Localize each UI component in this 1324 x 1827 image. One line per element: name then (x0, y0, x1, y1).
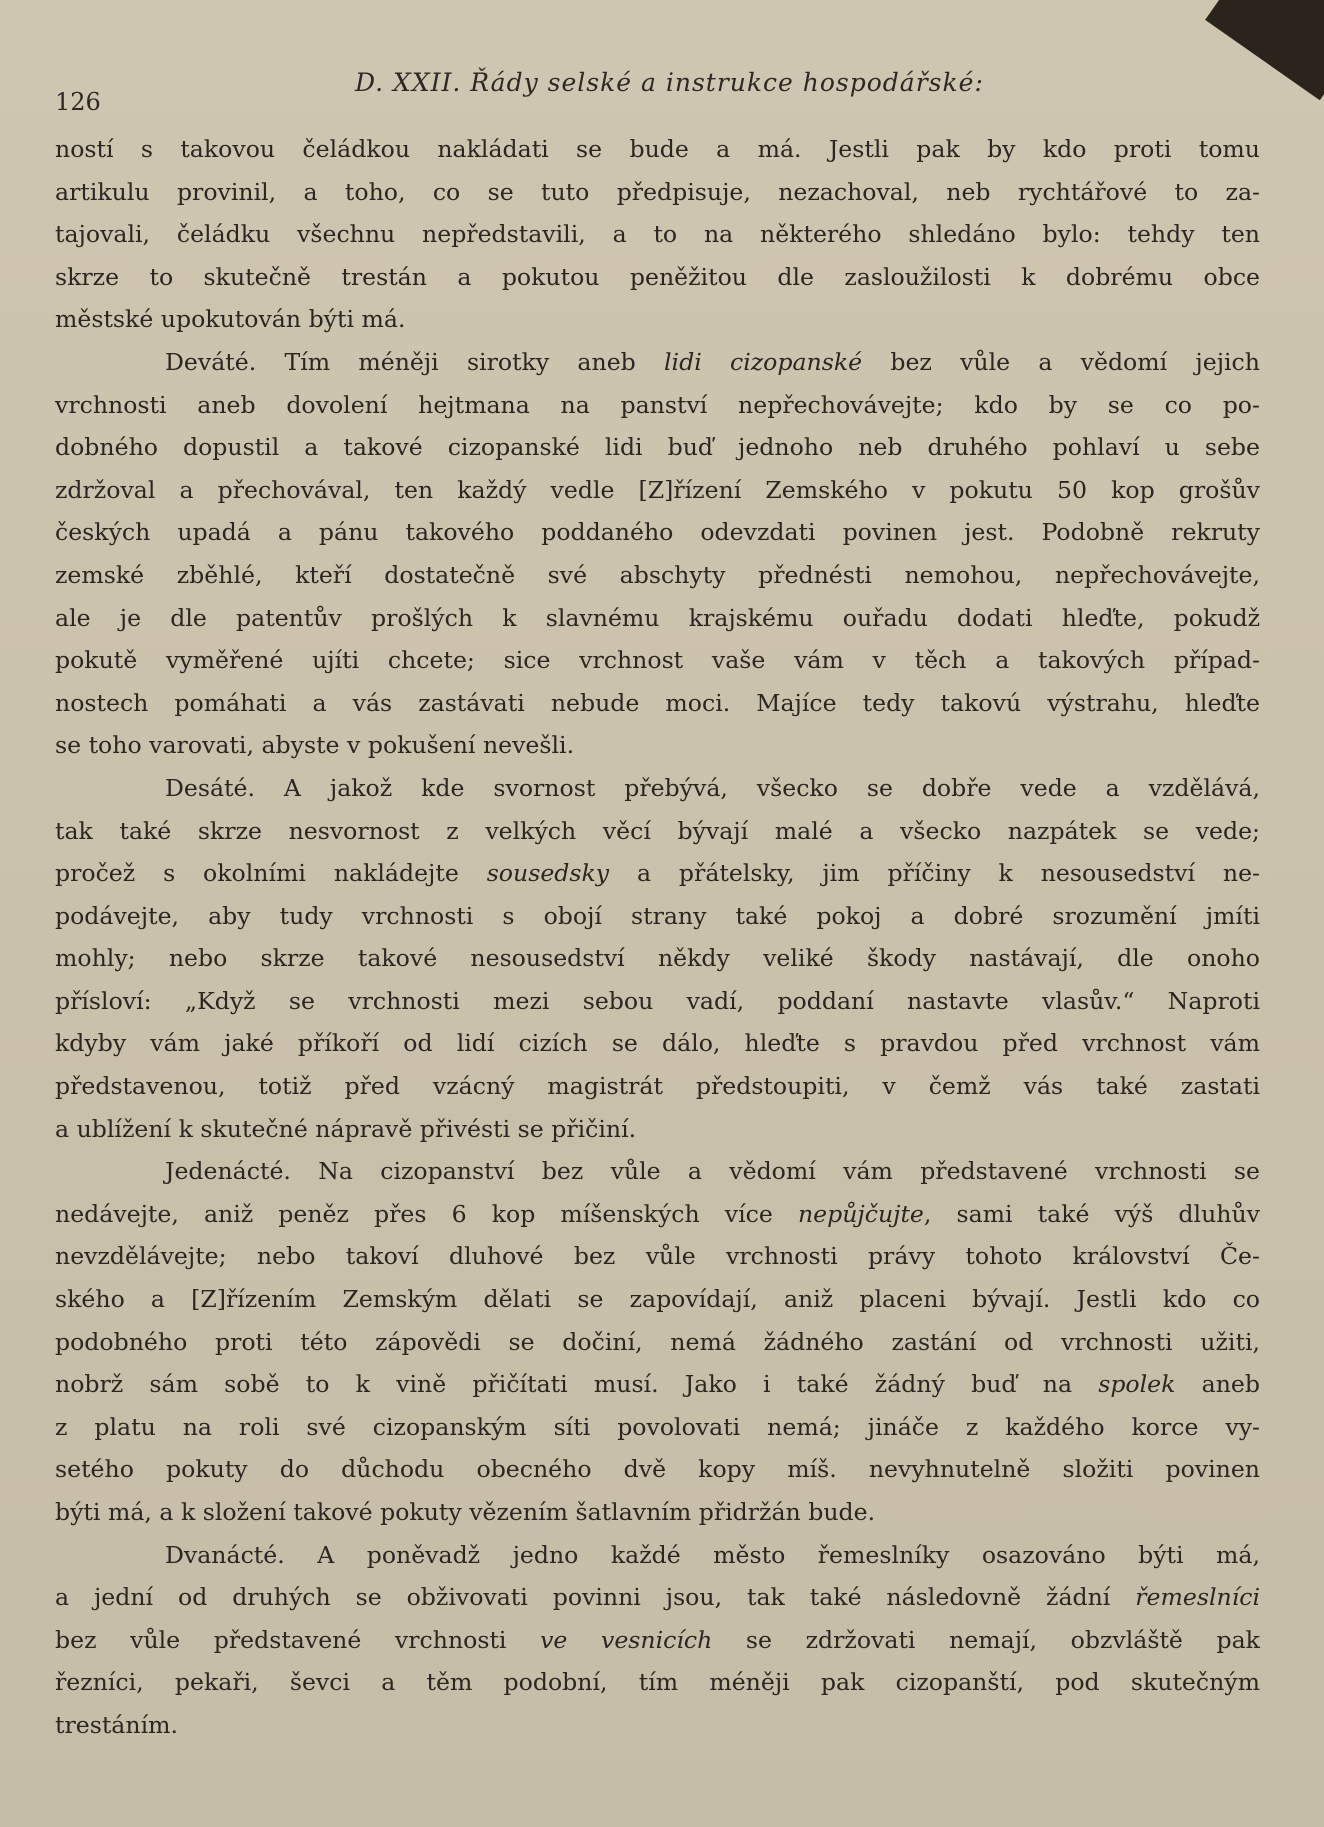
text-segment: kdyby vám jaké příkoří od lidí cizích se dálo, hleďte s pravdou před vrchnost vám (55, 1029, 1260, 1058)
text-segment: trestáním. (55, 1710, 178, 1739)
text-segment: mohly; nebo skrze takové nesousedství někdy veliké škody nastávají, dle onoho (55, 944, 1260, 973)
text-segment: zdržoval a přechovával, ten každý vedle [Z]řízení Zemského v pokutu 50 kop grošův (55, 475, 1260, 504)
text-line (55, 554, 1260, 597)
text-segment: skrze to skutečně trestán a pokutou peněžitou dle zasloužilosti k dobrému obce (55, 262, 1260, 291)
text-line (55, 1448, 1260, 1491)
text-line (55, 1534, 1260, 1577)
text-line (55, 1363, 1260, 1406)
text-line (55, 1321, 1260, 1364)
text-segment: zemské zběhlé, kteří dostatečně své abschyty přednésti nemohou, nepřechovávejte, (55, 560, 1260, 589)
text-segment: představenou, totiž před vzácný magistrát předstoupiti, v čemž vás také zastati (55, 1072, 1260, 1101)
text-line (55, 1022, 1260, 1065)
text-segment: a jední od druhých se obživovati povinni jsou, tak také následovně žádní (55, 1583, 1136, 1612)
italic-term: lidi cizopanské (664, 347, 863, 376)
text-segment: přísloví: „Když se vrchnosti mezi sebou vadí, poddaní nastavte vlasův.“ Naproti (55, 986, 1260, 1015)
italic-term: ve vesnicích (540, 1625, 713, 1654)
text-segment: českých upadá a pánu takového poddaného odevzdati povinen jest. Podobně rekruty (55, 518, 1260, 547)
text-line (55, 937, 1260, 980)
text-line (55, 256, 1260, 299)
text-segment: bez vůle a vědomí jejich (862, 347, 1260, 376)
text-segment: aneb (1175, 1370, 1260, 1399)
text-segment: Dvanácté. A poněvadž jedno každé město řemeslníky osazováno býti má, (165, 1540, 1260, 1569)
text-line (55, 511, 1260, 554)
body-text (55, 128, 1260, 1747)
italic-term: nepůjčujte (797, 1199, 924, 1228)
text-line (55, 1619, 1260, 1662)
text-segment: vrchnosti aneb dovolení hejtmana na panství nepřechovávejte; kdo by se co po- (55, 390, 1260, 419)
text-segment: , sami také výš dluhův (923, 1199, 1261, 1228)
text-line (55, 171, 1260, 214)
text-line (55, 1576, 1260, 1619)
text-segment: podávejte, aby tudy vrchnosti s obojí strany také pokoj a dobré srozumění jmíti (55, 901, 1260, 930)
text-line (55, 1065, 1260, 1108)
text-segment: artikulu provinil, a toho, co se tuto předpisuje, nezachoval, neb rychtářové to za- (55, 177, 1260, 206)
text-segment: ale je dle patentův prošlých k slavnému krajskému ouřadu dodati hleďte, pokudž (55, 603, 1260, 632)
text-line (55, 980, 1260, 1023)
text-line (55, 1406, 1260, 1449)
text-segment: ského a [Z]řízením Zemským dělati se zapovídají, aniž placeni bývají. Jestli kdo co (55, 1285, 1260, 1314)
text-segment: Desáté. A jakož kde svornost přebývá, všecko se dobře vede a vzdělává, (165, 773, 1260, 802)
italic-term: řemeslníci (1135, 1583, 1260, 1612)
text-segment: býti má, a k složení takové pokuty vězením šatlavním přidržán bude. (55, 1498, 876, 1526)
text-line (55, 810, 1260, 853)
text-segment: nostech pomáhati a vás zastávati nebude moci. Majíce tedy takovú výstrahu, hleďte (55, 688, 1260, 717)
text-segment: a ublížení k skutečné nápravě přivésti se přičiní. (55, 1114, 637, 1143)
text-line (55, 1193, 1260, 1236)
text-line (55, 724, 1260, 767)
page-number: 126 (55, 88, 101, 116)
text-segment: nobrž sám sobě to k vině přičítati musí. Jako i také žádný buď na (55, 1370, 1099, 1399)
text-line (55, 767, 1260, 810)
running-head: D. XXII. Řády selské a instrukce hospodářské: (355, 68, 984, 97)
text-segment: Jedenácté. Na cizopanství bez vůle a vědomí vám představené vrchnosti se (165, 1157, 1260, 1186)
text-segment: a přátelsky, jim příčiny k nesousedství ne- (609, 859, 1260, 888)
text-segment: podobného proti této zápovědi se dočiní, nemá žádného zastání od vrchnosti užiti, (55, 1327, 1260, 1356)
italic-term: spolek (1098, 1370, 1176, 1399)
text-segment: městské upokutován býti má. (55, 305, 406, 334)
text-line (55, 597, 1260, 640)
text-segment: řezníci, pekaři, ševci a těm podobní, tím méněji pak cizopanští, pod skutečným (55, 1668, 1260, 1697)
text-segment: dobného dopustil a takové cizopanské lidi buď jednoho neb druhého pohlaví u sebe (55, 433, 1260, 462)
text-line (55, 639, 1260, 682)
text-segment: nevzdělávejte; nebo takoví dluhové bez vůle vrchnosti právy tohoto království Če- (55, 1242, 1260, 1271)
text-segment: se toho varovati, abyste v pokušení nevešli. (55, 731, 575, 760)
text-line (55, 1150, 1260, 1193)
text-segment: tajovali, čeládku všechnu nepředstavili, a to na některého shledáno bylo: tehdy ten (55, 220, 1260, 249)
text-segment: se zdržovati nemají, obzvláště pak (712, 1625, 1260, 1654)
text-line (55, 128, 1260, 171)
text-segment: setého pokuty do důchodu obecného dvě kopy míš. nevyhnutelně složiti povinen (55, 1455, 1260, 1484)
italic-term: sousedsky (486, 859, 610, 888)
text-segment: Deváté. Tím méněji sirotky aneb (165, 347, 664, 376)
text-line (55, 1704, 1260, 1747)
text-segment: pokutě vyměřené ujíti chcete; sice vrchnost vaše vám v těch a takových případ- (55, 646, 1260, 675)
text-segment: z platu na roli své cizopanským síti povolovati nemá; jináče z každého korce vy- (55, 1412, 1260, 1441)
text-segment: pročež s okolními nakládejte (55, 859, 487, 888)
text-segment: tak také skrze nesvornost z velkých věcí bývají malé a všecko nazpátek se vede; (55, 816, 1260, 845)
text-line (55, 1278, 1260, 1321)
text-line (55, 213, 1260, 256)
text-segment: nedávejte, aniž peněz přes 6 kop míšenských více (55, 1199, 798, 1228)
text-line (55, 298, 1260, 341)
text-segment: ností s takovou čeládkou nakládati se bude a má. Jestli pak by kdo proti tomu (55, 135, 1260, 163)
text-line (55, 1235, 1260, 1278)
text-line (55, 852, 1260, 895)
text-segment: bez vůle představené vrchnosti (55, 1625, 541, 1654)
text-line (55, 682, 1260, 725)
text-line (55, 426, 1260, 469)
text-line (55, 895, 1260, 938)
text-line (55, 469, 1260, 512)
text-line (55, 384, 1260, 427)
page-header (55, 68, 1245, 116)
text-line (55, 1491, 1260, 1534)
text-line (55, 341, 1260, 384)
text-line (55, 1661, 1260, 1704)
text-line (55, 1108, 1260, 1151)
